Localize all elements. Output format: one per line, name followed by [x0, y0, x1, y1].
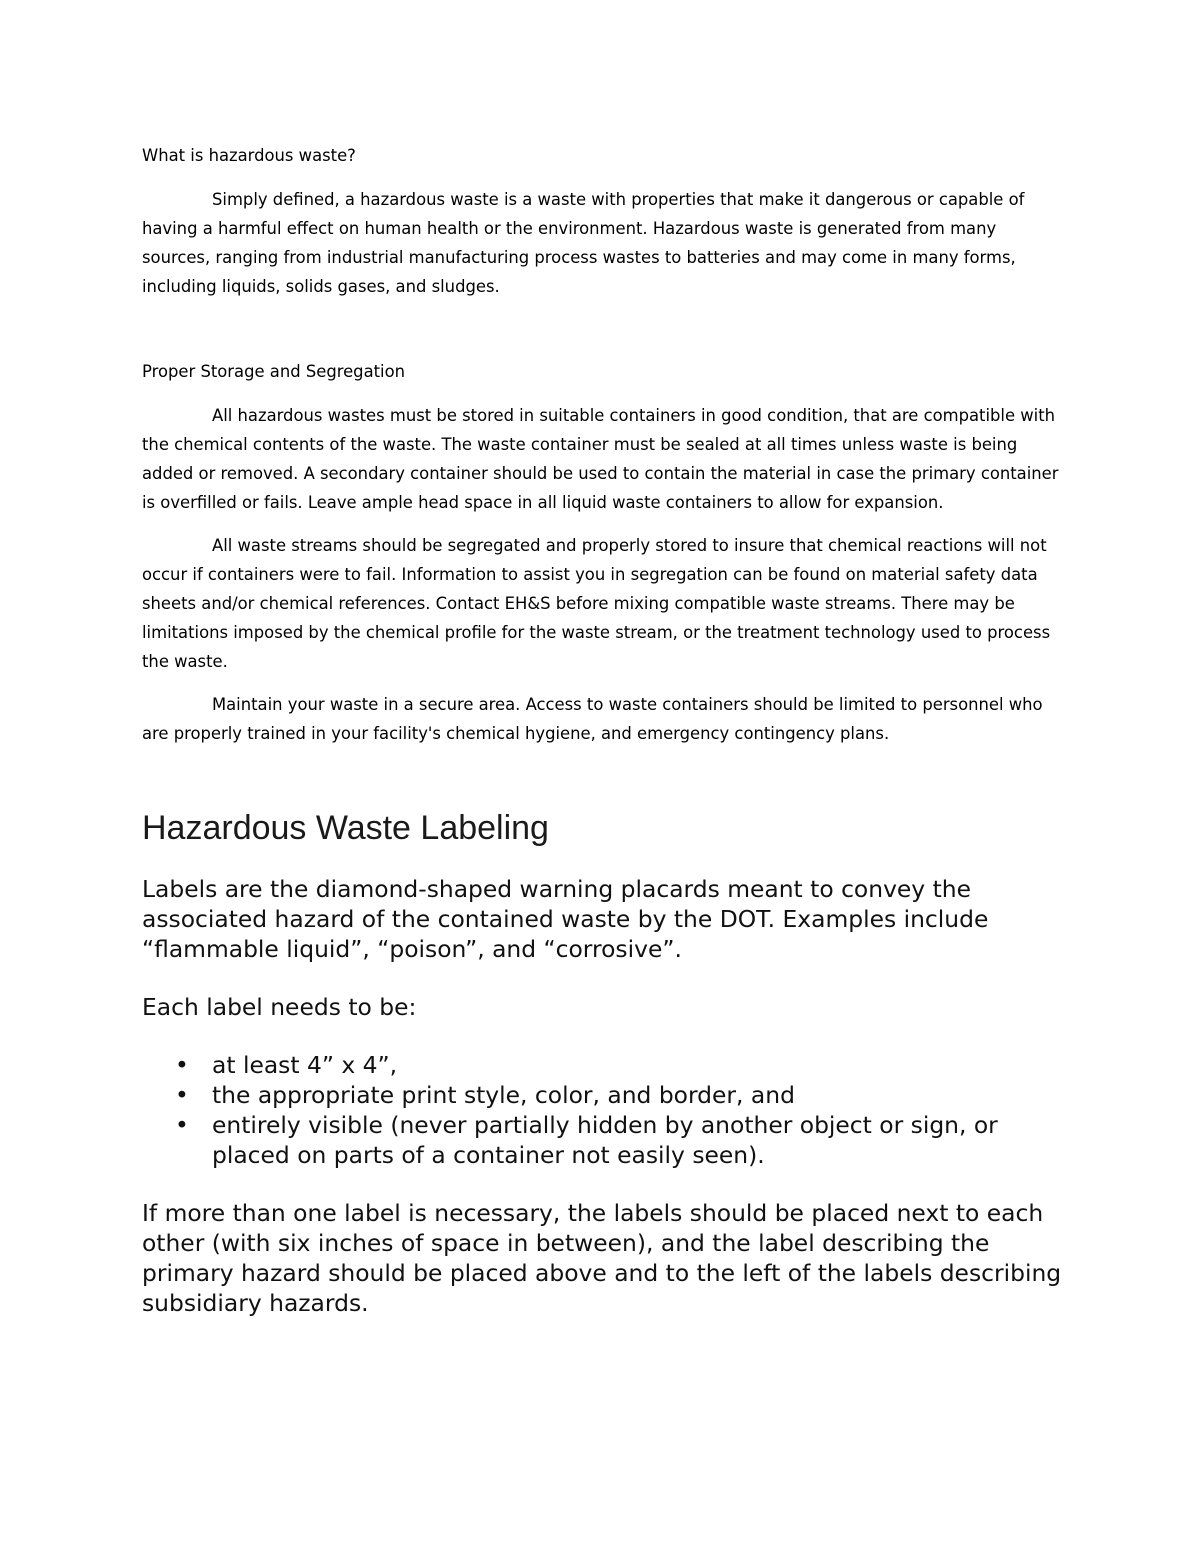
paragraph-segregation: All waste streams should be segregated and properly stored to insure that chemical reactions will not occur if containers were to fail. Information to assist you in segregation can be found on material safety data sheets and/or chemical references. Contact EH&S before mixing compatible waste streams. There may be limitations imposed by the chemical profile for the waste stream, or the treatment technology used to process the waste.	[142, 536, 1051, 671]
section-title-storage: Proper Storage and Segregation	[142, 362, 406, 381]
document-body	[142, 141, 1062, 1318]
bullet-icon: •	[175, 1111, 189, 1139]
heading-labeling: Hazardous Waste Labeling	[142, 809, 549, 847]
label-requirements-list	[142, 1050, 1062, 1170]
section-title-hazardous-waste: What is hazardous waste?	[142, 146, 356, 165]
paragraph-labels-intro: Labels are the diamond-shaped warning placards meant to convey the associated hazard of the contained waste by the DOT. Examples include “flammable liquid”, “poison”, and “corrosive”.	[142, 875, 989, 963]
list-item-text: the appropriate print style, color, and border, and	[212, 1081, 795, 1109]
paragraph-definition: Simply defined, a hazardous waste is a waste with properties that make it dangerous or capable of having a harmful effect on human health or the environment. Hazardous waste is generated from many sources, ranging from industrial manufacturing process wastes to batteries and may come in many forms, including liquids, solids gases, and sludges.	[142, 190, 1025, 296]
list-intro: Each label needs to be:	[142, 993, 417, 1021]
paragraph-secure-area: Maintain your waste in a secure area. Access to waste containers should be limited to personnel who are properly trained in your facility's chemical hygiene, and emergency contingency plans.	[142, 695, 1043, 743]
bullet-icon: •	[175, 1081, 189, 1109]
list-item	[142, 1110, 1062, 1170]
spacer	[142, 301, 1062, 357]
list-item	[142, 1050, 1062, 1080]
list-item-text: entirely visible (never partially hidden by another object or sign, or placed on parts of a container not easily seen).	[212, 1111, 998, 1169]
paragraph-multiple-labels: If more than one label is necessary, the labels should be placed next to each other (with six inches of space in between), and the label describing the primary hazard should be placed above and to the left of the labels describing subsidiary hazards.	[142, 1199, 1062, 1317]
paragraph-containers: All hazardous wastes must be stored in suitable containers in good condition, that are compatible with the chemical contents of the waste. The waste container must be sealed at all times unless waste is being added or removed. A secondary container should be used to contain the material in case the primary container is overfilled or fails. Leave ample head space in all liquid waste containers to allow for expansion.	[142, 406, 1059, 512]
list-item-text: at least 4” x 4”,	[212, 1051, 398, 1079]
bullet-icon: •	[175, 1051, 189, 1079]
list-item	[142, 1080, 1062, 1110]
